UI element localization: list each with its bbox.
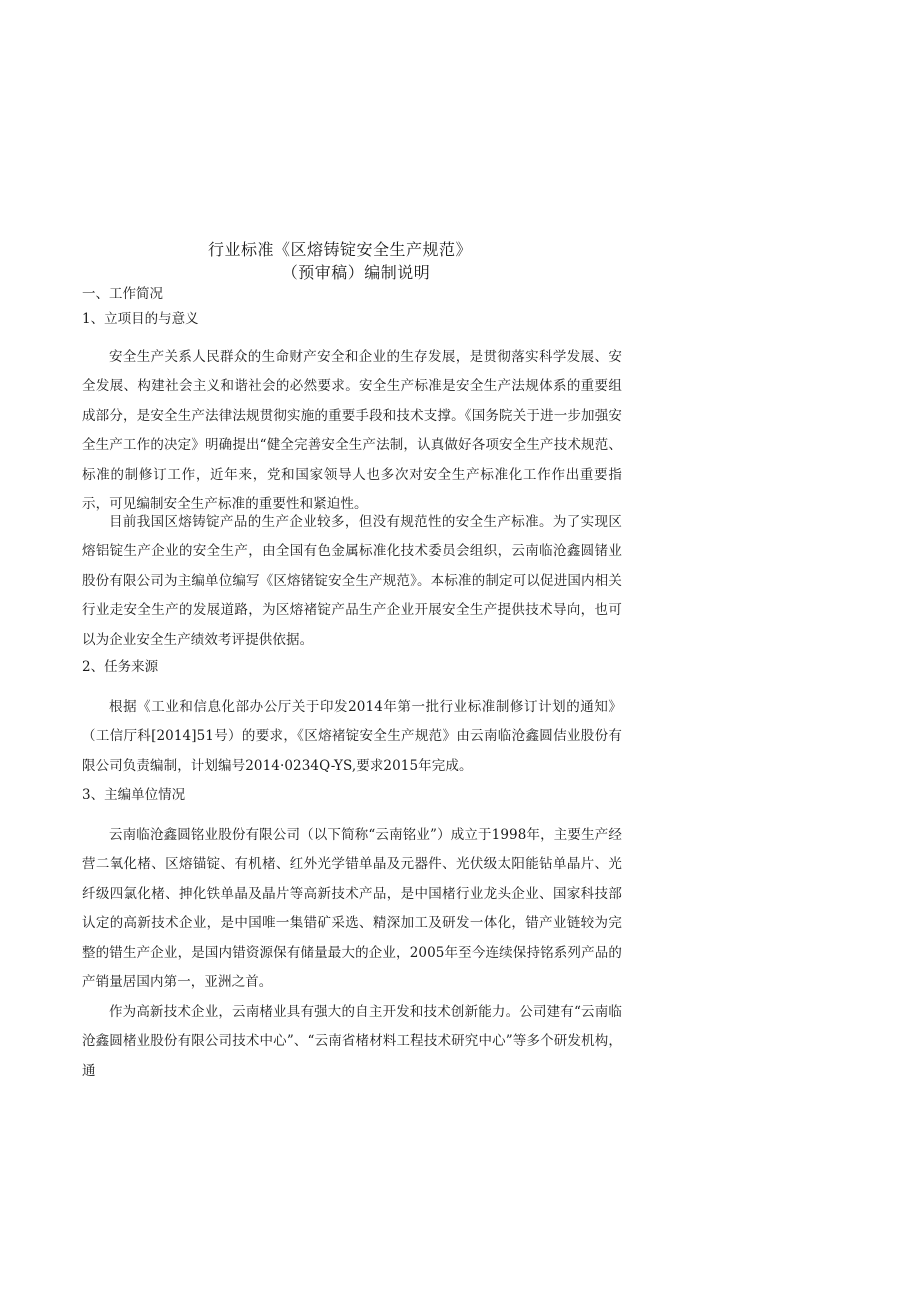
paragraph-lead-unit-2: 作为高新技术企业，云南楮业具有强大的自主开发和技术创新能力。公司建有“云南临沧鑫圆楮业股份有限公司技术中心”、“云南省楮材料工程技术研究中心”等多个研发机构，通 [82, 1004, 622, 1079]
paragraph-task-source: 根据《工业和信息化部办公厅关于印发2014年第一批行业标准制修订计划的通知》（工信厅科[2014]51号）的要求，《区熔褚锭安全生产规范》由云南临沧鑫圆佶业股份有限公司负责编制，计划编号2014·0234Q-YS,要求2015年完成。 [82, 699, 622, 774]
subsection-heading-task-source: 2、任务来源 [82, 659, 159, 675]
paragraph-purpose-1: 安全生产关系人民群众的生命财产安全和企业的生存发展，是贯彻落实科学发展、安全发展、构建社会主义和谐社会的必然要求。安全生产标准是安全生产法规体系的重要组成部分，是安全生产法律法规贯彻实施的重要手段和技术支撑。《国务院关于进一步加强安全生产工作的决定》明确提出“健全完善安全生产法制，认真做好各项安全生产技术规范、标准的制修订工作，近年来，党和国家领导人也多次对安全生产标准化工作作出重要指示，可见编制安全生产标准的重要性和紧迫性。 [82, 349, 622, 513]
document-title-line2: （预审稿）编制说明 [281, 263, 431, 282]
section-heading-work-overview: 一、工作简况 [82, 286, 163, 302]
paragraph-purpose-2: 目前我国区熔铸锭产品的生产企业较多，但没有规范性的安全生产标准。为了实现区熔铝锭生产企业的安全生产，由全国有色金属标准化技术委员会组织，云南临沧鑫圆锗业股份有限公司为主编单位编写《区熔锗锭安全生产规范》。本标准的制定可以促进国内相关行业走安全生产的发展道路，为区熔褚锭产品生产企业开展安全生产提供技术导向，也可以为企业安全生产绩效考评提供依据。 [82, 514, 622, 648]
document-title-line1: 行业标准《区熔铸锭安全生产规范》 [207, 240, 472, 259]
paragraph-lead-unit-1: 云南临沧鑫圆铭业股份有限公司（以下简称“云南铭业”）成立于1998年，主要生产经营二氧化楮、区熔锚锭、有机楮、红外光学错单晶及元器件、光伏级太阳能钻单晶片、光纤级四氯化楮、抻化铁单晶及晶片等高新技术产品，是中国楮行业龙头企业、国家科技部认定的高新技术企业，是中国唯一集错矿采选、精深加工及研发一体化，错产业链较为完整的错生产企业，是国内错资源保有储量最大的企业，2005年至今连续保持铭系列产品的产销量居国内第一，亚洲之首。 [82, 827, 622, 991]
subsection-heading-lead-unit: 3、主编单位情况 [82, 787, 186, 803]
subsection-heading-purpose: 1、立项目的与意义 [82, 311, 199, 327]
